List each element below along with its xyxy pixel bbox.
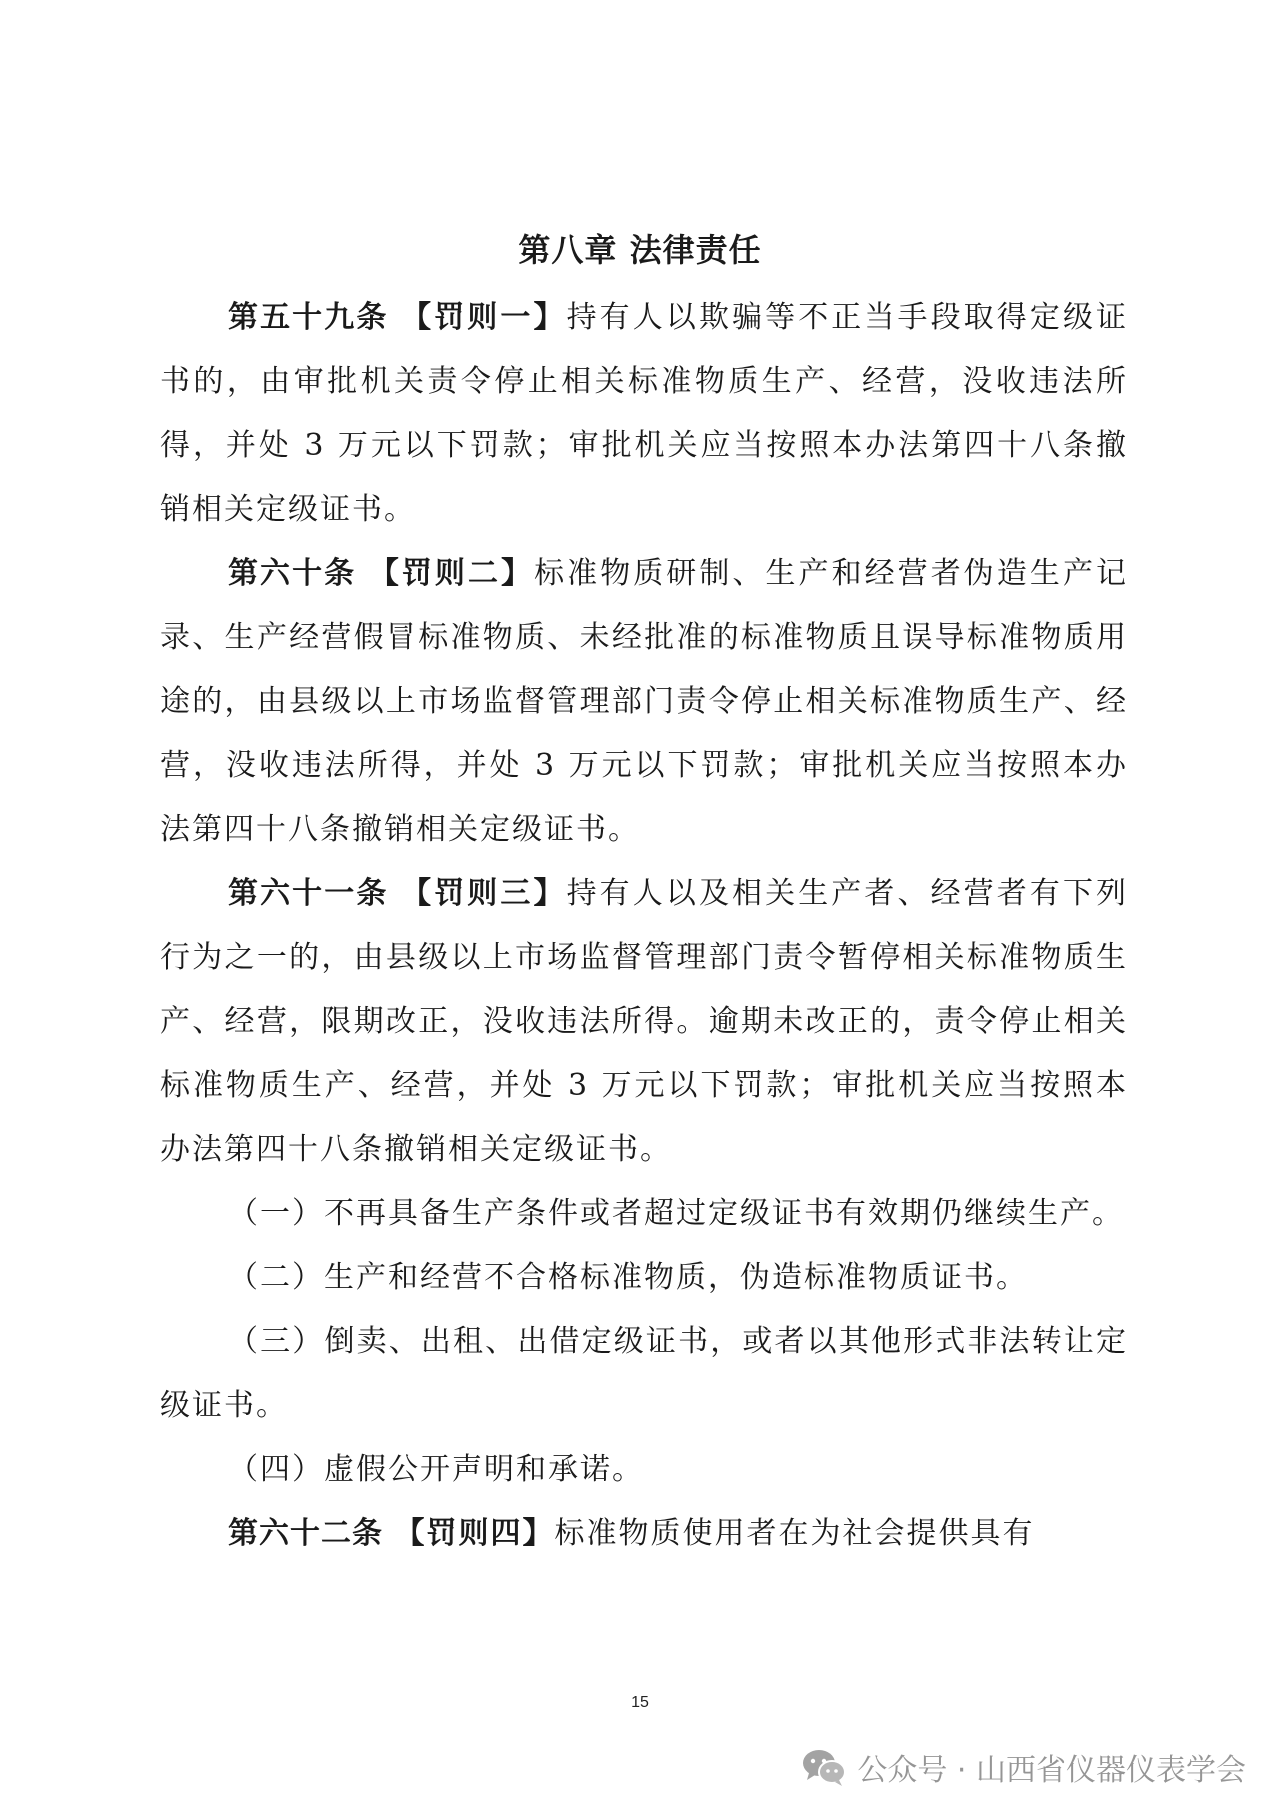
chapter-title: 第八章 法律责任 <box>518 231 762 269</box>
list-item: （一）不再具备生产条件或者超过定级证书有效期仍继续生产。 <box>228 1196 1124 1231</box>
article-62 <box>160 1502 1128 1566</box>
article-60 <box>160 542 1128 862</box>
wechat-icon <box>801 1747 847 1787</box>
article-tag: 【罚则四】 <box>394 1516 555 1551</box>
watermark <box>801 1745 1246 1789</box>
page-number: 15 <box>631 1694 649 1711</box>
article-text: 持有人以及相关生产者、经营者有下列行为之一的，由县级以上市场监督管理部门责令暂停相关标准物质生产、经营，限期改正，没收违法所得。逾期未改正的，责令停止相关标准物质生产、经营，并处 3 万元以下罚款；审批机关应当按照本办法第四十八条撤销相关定级证书。 <box>160 876 1129 1167</box>
article-tag: 【罚则三】 <box>401 876 567 911</box>
article-label: 第五十九条 <box>228 300 389 335</box>
watermark-text: 公众号 · 山西省仪器仪表学会 <box>857 1753 1246 1788</box>
article-text: 标准物质使用者在为社会提供具有 <box>554 1516 1035 1551</box>
document-body <box>160 286 1128 1566</box>
list-item: （四）虚假公开声明和承诺。 <box>228 1452 644 1487</box>
list-item: （三）倒卖、出租、出借定级证书，或者以其他形式非法转让定级证书。 <box>160 1324 1128 1423</box>
article-tag: 【罚则二】 <box>368 556 535 591</box>
article-61 <box>160 862 1128 1182</box>
article-59 <box>160 286 1128 542</box>
article-text: 持有人以欺骗等不正当手段取得定级证书的，由审批机关责令停止相关标准物质生产、经营，没收违法所得，并处 3 万元以下罚款；审批机关应当按照本办法第四十八条撤销相关定级证书。 <box>160 300 1129 527</box>
article-label: 第六十条 <box>228 556 357 591</box>
list-item: （二）生产和经营不合格标准物质，伪造标准物质证书。 <box>228 1260 1028 1295</box>
article-label: 第六十二条 <box>228 1516 383 1551</box>
article-tag: 【罚则一】 <box>401 300 567 335</box>
article-text: 标准物质研制、生产和经营者伪造生产记录、生产经营假冒标准物质、未经批准的标准物质且误导标准物质用途的，由县级以上市场监督管理部门责令停止相关标准物质生产、经营，没收违法所得，并处 3 万元以下罚款；审批机关应当按照本办法第四十八条撤销相关定级证书。 <box>160 556 1129 847</box>
article-label: 第六十一条 <box>228 876 389 911</box>
